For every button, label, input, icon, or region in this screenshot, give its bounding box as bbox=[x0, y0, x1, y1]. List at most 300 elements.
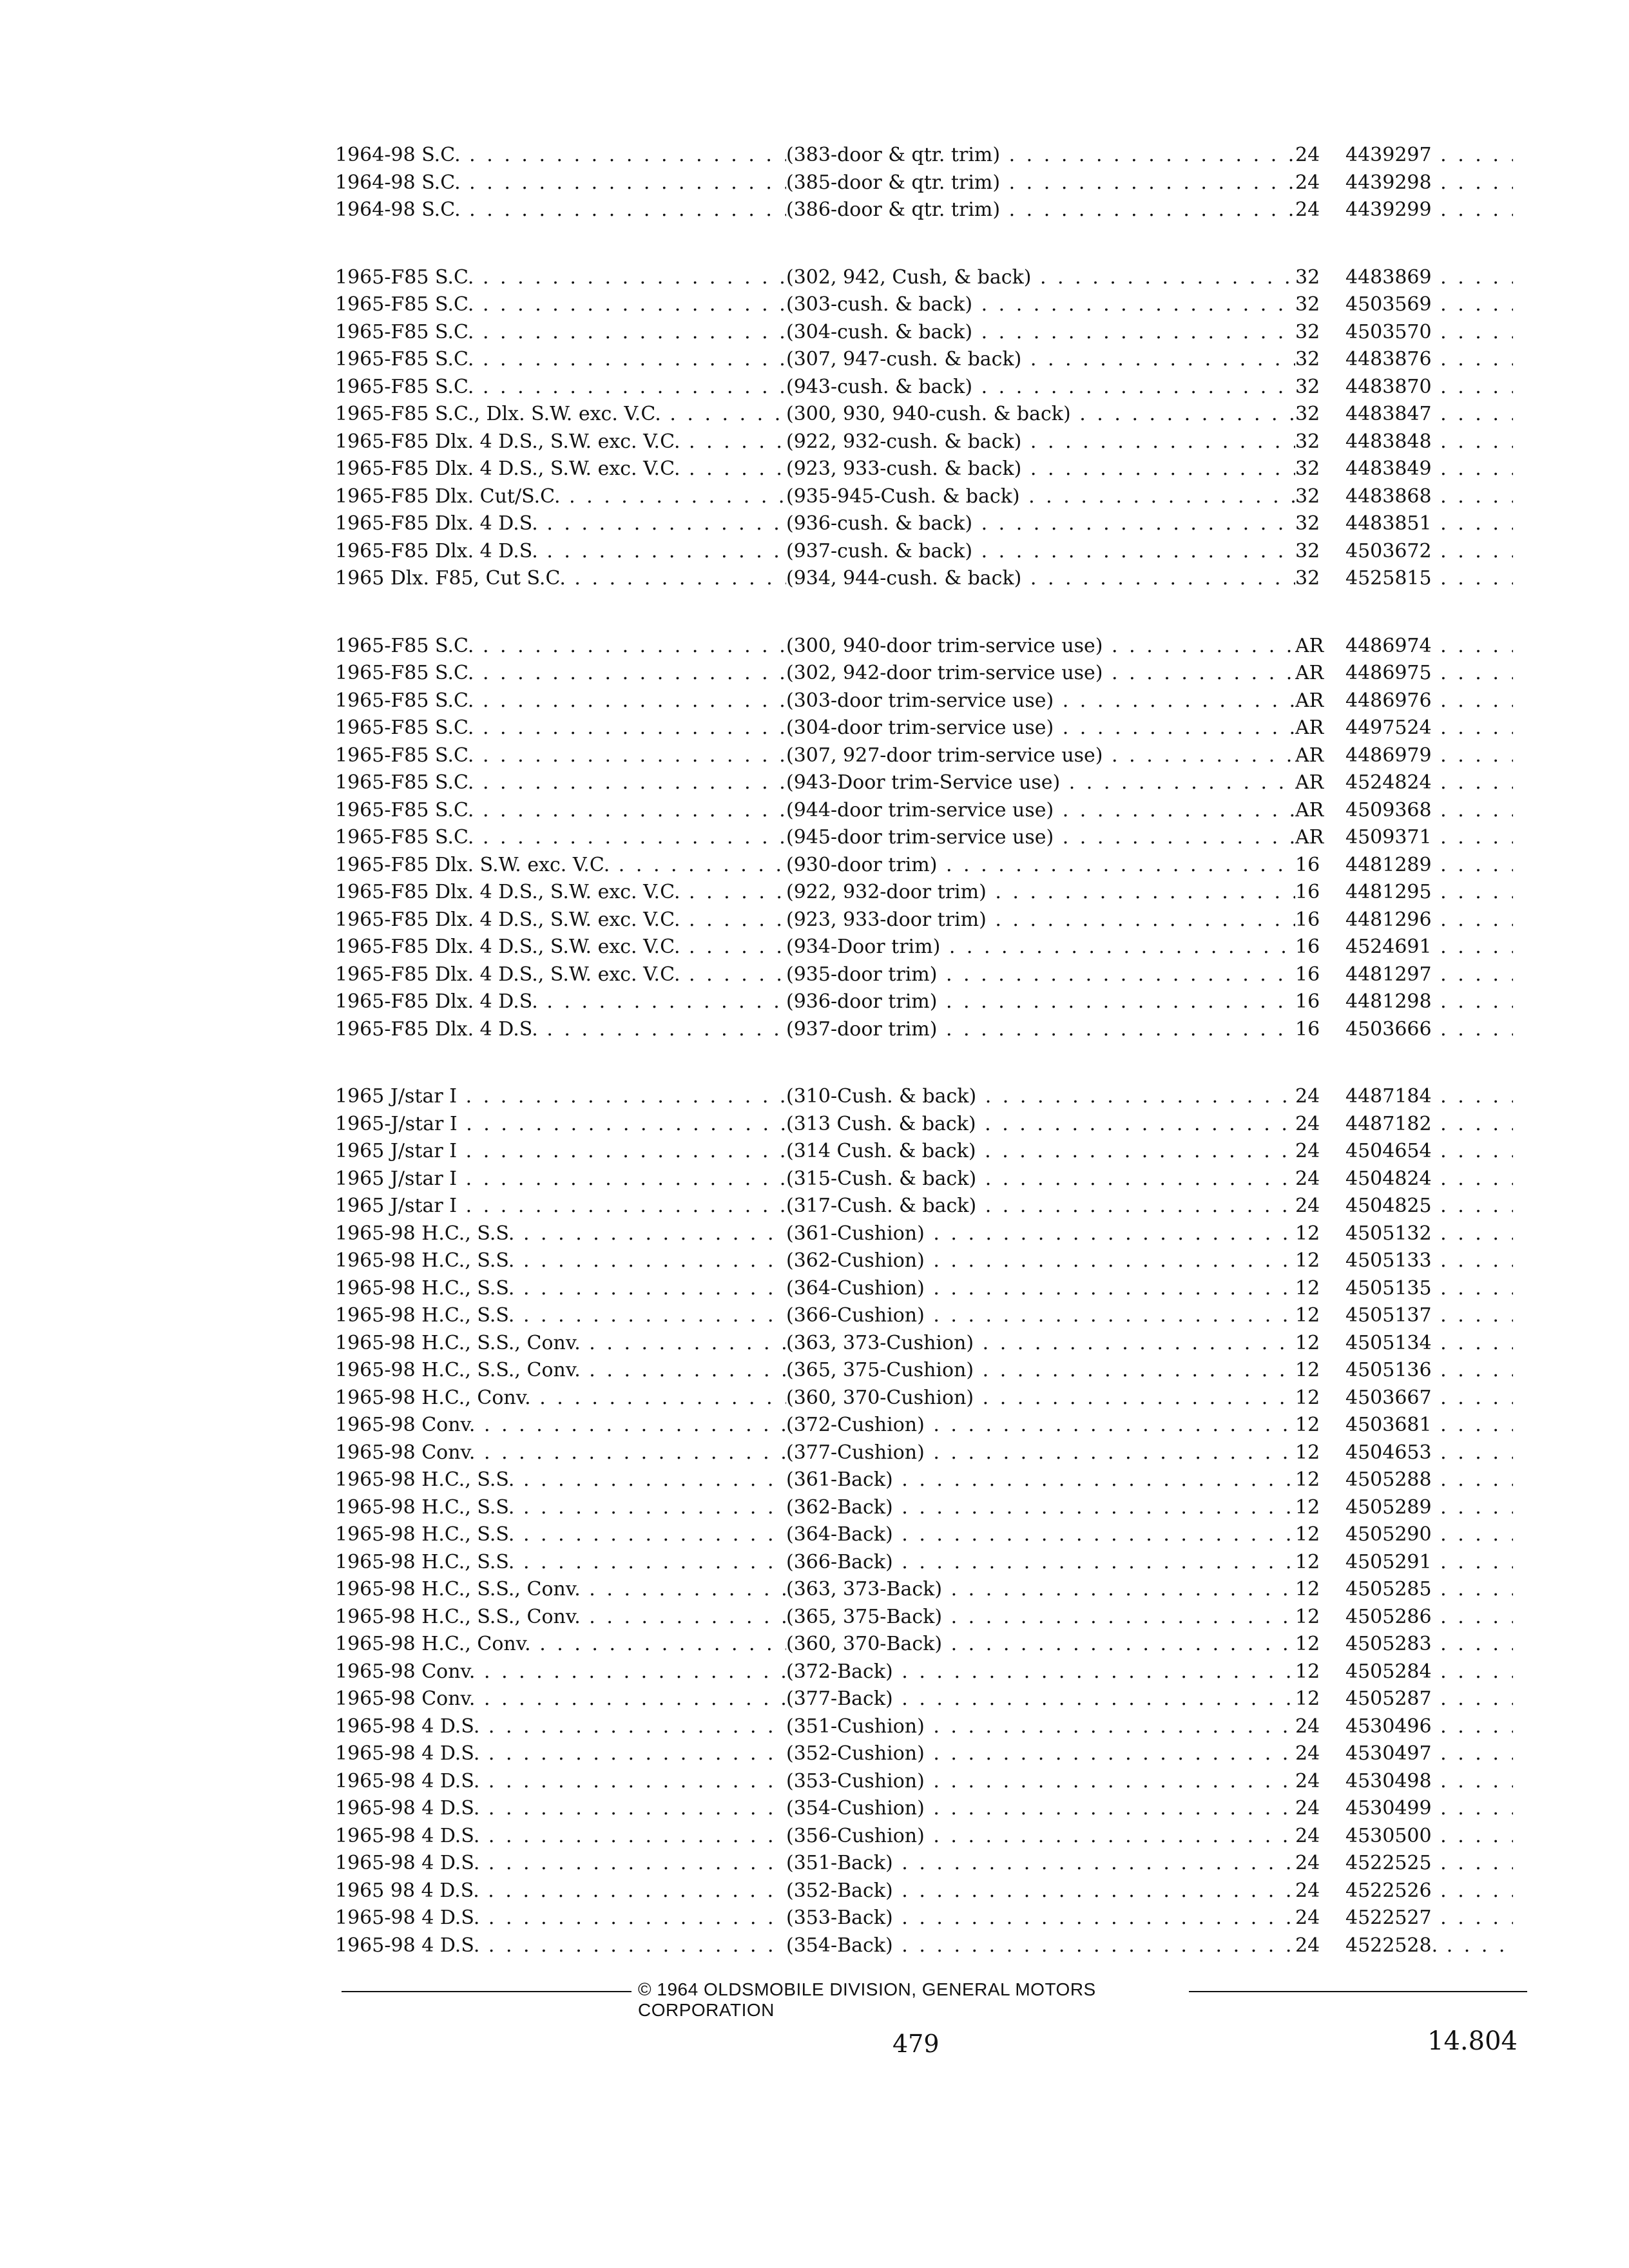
part-number-cell: 4522525 . . . bbox=[1345, 1850, 1513, 1878]
part-number-cell: 4483849 . . . bbox=[1345, 456, 1513, 483]
quantity-cell: 24 bbox=[1295, 1742, 1320, 1765]
quantity-cell: 32 bbox=[1295, 539, 1320, 562]
model-cell: 1965-F85 S.C. . . . bbox=[335, 660, 786, 687]
quantity-cell: 24 bbox=[1295, 1852, 1320, 1874]
quantity-cell: 32 bbox=[1295, 430, 1320, 453]
description-cell: (302, 942-door trim-service use) . . . bbox=[786, 660, 1295, 687]
quantity-cell: 12 bbox=[1295, 1687, 1320, 1710]
quantity-cell: 32 bbox=[1295, 375, 1320, 398]
description-cell: (945-door trim-service use) . . . bbox=[786, 824, 1295, 852]
model-cell: 1964-98 S.C. . . . bbox=[335, 197, 786, 224]
parts-row bbox=[335, 1850, 1521, 1878]
model-cell: 1965-98 H.C., S.S. . . . bbox=[335, 1302, 786, 1330]
quantity-cell: 24 bbox=[1295, 1715, 1320, 1738]
model-cell: 1965-98 H.C., S.S. . . . bbox=[335, 1494, 786, 1522]
part-number-cell: 4503681 . . . bbox=[1345, 1412, 1513, 1439]
model-cell: 1965-98 Conv. . . . bbox=[335, 1658, 786, 1686]
parts-row bbox=[335, 1466, 1521, 1494]
part-number-cell: 4530497 . . . bbox=[1345, 1740, 1513, 1768]
model-cell: 1965-98 H.C., S.S., Conv. . . . bbox=[335, 1604, 786, 1631]
parts-row bbox=[335, 715, 1521, 742]
part-number-cell: 4522527 . . . bbox=[1345, 1905, 1513, 1932]
quantity-cell: 24 bbox=[1295, 1140, 1320, 1162]
description-cell: (356-Cushion) . . . bbox=[786, 1823, 1295, 1850]
parts-row bbox=[335, 687, 1521, 715]
part-number-cell: 4504653 . . . bbox=[1345, 1439, 1513, 1467]
description-cell: (923, 933-cush. & back) . . . bbox=[786, 456, 1295, 483]
part-number-cell: 4505291 . . . bbox=[1345, 1549, 1513, 1577]
description-cell: (363, 373-Back) . . . bbox=[786, 1576, 1295, 1604]
description-cell: (366-Cushion) . . . bbox=[786, 1302, 1295, 1330]
model-cell: 1965-F85 S.C. . . . bbox=[335, 687, 786, 715]
description-cell: (935-door trim) . . . bbox=[786, 961, 1295, 989]
part-number-cell: 4505286 . . . bbox=[1345, 1604, 1513, 1631]
parts-row bbox=[335, 934, 1521, 961]
description-cell: (922, 932-cush. & back) . . . bbox=[786, 428, 1295, 456]
part-number-cell: 4505283 . . . bbox=[1345, 1631, 1513, 1658]
description-cell: (922, 932-door trim) . . . bbox=[786, 879, 1295, 907]
parts-row bbox=[335, 1521, 1521, 1549]
footer-rule-right bbox=[1189, 1991, 1527, 1992]
part-number-cell: 4483869 . . . bbox=[1345, 264, 1513, 292]
model-cell: 1965-F85 S.C. . . . bbox=[335, 797, 786, 825]
parts-row bbox=[335, 346, 1521, 374]
description-cell: (352-Back) . . . bbox=[786, 1878, 1295, 1905]
parts-row bbox=[335, 1275, 1521, 1303]
quantity-cell: AR bbox=[1295, 826, 1324, 849]
description-cell: (353-Back) . . . bbox=[786, 1905, 1295, 1932]
model-cell: 1965-J/star I . . . bbox=[335, 1111, 786, 1139]
description-cell: (360, 370-Back) . . . bbox=[786, 1631, 1295, 1658]
description-cell: (353-Cushion) . . . bbox=[786, 1768, 1295, 1796]
description-cell: (365, 375-Cushion) . . . bbox=[786, 1357, 1295, 1385]
model-cell: 1965 J/star I . . . bbox=[335, 1138, 786, 1166]
description-cell: (314 Cush. & back) . . . bbox=[786, 1138, 1295, 1166]
quantity-cell: AR bbox=[1295, 689, 1324, 712]
description-cell: (300, 940-door trim-service use) . . . bbox=[786, 633, 1295, 660]
quantity-cell: AR bbox=[1295, 716, 1324, 739]
parts-row bbox=[335, 1494, 1521, 1522]
parts-list bbox=[335, 142, 1521, 1999]
quantity-cell: 12 bbox=[1295, 1468, 1320, 1491]
parts-row bbox=[335, 319, 1521, 347]
parts-row bbox=[335, 769, 1521, 797]
parts-row bbox=[335, 797, 1521, 825]
parts-row bbox=[335, 510, 1521, 538]
parts-row bbox=[335, 1357, 1521, 1385]
parts-row bbox=[335, 1768, 1521, 1796]
model-cell: 1965-F85 S.C. . . . bbox=[335, 291, 786, 319]
model-cell: 1965-98 H.C., S.S., Conv. . . . bbox=[335, 1357, 786, 1385]
quantity-cell: 16 bbox=[1295, 853, 1320, 876]
part-number-cell: 4486975 . . . bbox=[1345, 660, 1513, 687]
parts-row bbox=[335, 483, 1521, 511]
quantity-cell: 12 bbox=[1295, 1359, 1320, 1381]
quantity-cell: 24 bbox=[1295, 1934, 1320, 1957]
quantity-cell: 24 bbox=[1295, 1112, 1320, 1135]
parts-row bbox=[335, 538, 1521, 566]
parts-row bbox=[335, 1878, 1521, 1905]
parts-row bbox=[335, 565, 1521, 593]
section-number: 14.804 bbox=[1427, 2026, 1518, 2056]
parts-row bbox=[335, 879, 1521, 907]
quantity-cell: 32 bbox=[1295, 567, 1320, 590]
quantity-cell: 12 bbox=[1295, 1331, 1320, 1354]
description-cell: (364-Back) . . . bbox=[786, 1521, 1295, 1549]
model-cell: 1965-98 4 D.S. . . . bbox=[335, 1713, 786, 1741]
model-cell: 1965-98 4 D.S. . . . bbox=[335, 1905, 786, 1932]
part-number-cell: 4483868 . . . bbox=[1345, 483, 1513, 511]
description-cell: (360, 370-Cushion) . . . bbox=[786, 1385, 1295, 1412]
part-number-cell: 4530500 . . . bbox=[1345, 1823, 1513, 1850]
part-number-cell: 4530498 . . . bbox=[1345, 1768, 1513, 1796]
part-number-cell: 4524824 . . . bbox=[1345, 769, 1513, 797]
parts-row bbox=[335, 1138, 1521, 1166]
quantity-cell: 12 bbox=[1295, 1633, 1320, 1655]
quantity-cell: AR bbox=[1295, 798, 1324, 822]
parts-row bbox=[335, 1016, 1521, 1044]
model-cell: 1965 J/star I . . . bbox=[335, 1193, 786, 1220]
quantity-cell: 32 bbox=[1295, 457, 1320, 480]
quantity-cell: 12 bbox=[1295, 1249, 1320, 1272]
parts-row bbox=[335, 907, 1521, 934]
description-cell: (307, 927-door trim-service use) . . . bbox=[786, 742, 1295, 770]
model-cell: 1965-98 H.C., S.S. . . . bbox=[335, 1275, 786, 1303]
description-cell: (372-Cushion) . . . bbox=[786, 1412, 1295, 1439]
quantity-cell: 32 bbox=[1295, 512, 1320, 535]
parts-row bbox=[335, 142, 1521, 169]
parts-group bbox=[335, 1083, 1521, 1959]
model-cell: 1965-F85 Dlx. 4 D.S. . . . bbox=[335, 1016, 786, 1044]
model-cell: 1965-F85 S.C. . . . bbox=[335, 374, 786, 401]
model-cell: 1965-F85 Dlx. 4 D.S. . . . bbox=[335, 538, 786, 566]
part-number-cell: 4481289 . . . bbox=[1345, 852, 1513, 879]
part-number-cell: 4509368 . . . bbox=[1345, 797, 1513, 825]
description-cell: (361-Back) . . . bbox=[786, 1466, 1295, 1494]
quantity-cell: 32 bbox=[1295, 265, 1320, 289]
model-cell: 1965-98 H.C., S.S. . . . bbox=[335, 1549, 786, 1577]
model-cell: 1965-98 4 D.S. . . . bbox=[335, 1932, 786, 1960]
parts-row bbox=[335, 456, 1521, 483]
quantity-cell: 24 bbox=[1295, 1797, 1320, 1820]
parts-row bbox=[335, 1932, 1521, 1960]
parts-row bbox=[335, 1385, 1521, 1412]
quantity-cell: AR bbox=[1295, 744, 1324, 767]
model-cell: 1965-98 Conv. . . . bbox=[335, 1686, 786, 1713]
description-cell: (377-Back) . . . bbox=[786, 1686, 1295, 1713]
part-number-cell: 4524691 . . . bbox=[1345, 934, 1513, 961]
quantity-cell: 12 bbox=[1295, 1222, 1320, 1245]
description-cell: (934, 944-cush. & back) . . . bbox=[786, 565, 1295, 593]
quantity-cell: 16 bbox=[1295, 936, 1320, 958]
model-cell: 1965-98 H.C., Conv. . . . bbox=[335, 1631, 786, 1658]
quantity-cell: 12 bbox=[1295, 1276, 1320, 1300]
parts-row bbox=[335, 1740, 1521, 1768]
part-number-cell: 4497524 . . . bbox=[1345, 715, 1513, 742]
quantity-cell: 24 bbox=[1295, 171, 1320, 194]
description-cell: (304-door trim-service use) . . . bbox=[786, 715, 1295, 742]
model-cell: 1965-98 Conv. . . . bbox=[335, 1412, 786, 1439]
part-number-cell: 4504654 . . . bbox=[1345, 1138, 1513, 1166]
description-cell: (317-Cush. & back) . . . bbox=[786, 1193, 1295, 1220]
model-cell: 1965-F85 S.C., Dlx. S.W. exc. V.C. . . . bbox=[335, 401, 786, 428]
model-cell: 1965-98 4 D.S. . . . bbox=[335, 1768, 786, 1796]
model-cell: 1965-F85 Dlx. 4 D.S., S.W. exc. V.C. . . . bbox=[335, 961, 786, 989]
part-number-cell: 4483848 . . . bbox=[1345, 428, 1513, 456]
copyright-line: © 1964 OLDSMOBILE DIVISION, GENERAL MOTORS CORPORATION bbox=[638, 1979, 1096, 2020]
description-cell: (310-Cush. & back) . . . bbox=[786, 1083, 1295, 1111]
part-number-cell: 4505289 . . . bbox=[1345, 1494, 1513, 1522]
parts-row bbox=[335, 169, 1521, 197]
description-cell: (934-Door trim) . . . bbox=[786, 934, 1295, 961]
description-cell: (365, 375-Back) . . . bbox=[786, 1604, 1295, 1631]
parts-row bbox=[335, 1795, 1521, 1823]
model-cell: 1965-98 Conv. . . . bbox=[335, 1439, 786, 1467]
part-number-cell: 4505137 . . . bbox=[1345, 1302, 1513, 1330]
parts-row bbox=[335, 1193, 1521, 1220]
quantity-cell: 12 bbox=[1295, 1441, 1320, 1464]
quantity-cell: 32 bbox=[1295, 348, 1320, 370]
footer-rule-left bbox=[342, 1991, 631, 1992]
parts-row bbox=[335, 1713, 1521, 1741]
parts-row bbox=[335, 1439, 1521, 1467]
model-cell: 1965-F85 Dlx. S.W. exc. V.C. . . . bbox=[335, 852, 786, 879]
model-cell: 1965-F85 Dlx. 4 D.S., S.W. exc. V.C. . . . bbox=[335, 934, 786, 961]
model-cell: 1965-98 H.C., S.S. . . . bbox=[335, 1466, 786, 1494]
parts-row bbox=[335, 660, 1521, 687]
parts-group bbox=[335, 264, 1521, 593]
part-number-cell: 4486974 . . . bbox=[1345, 633, 1513, 660]
part-number-cell: 4481297 . . . bbox=[1345, 961, 1513, 989]
quantity-cell: 12 bbox=[1295, 1386, 1320, 1409]
part-number-cell: 4505135 . . . bbox=[1345, 1275, 1513, 1303]
parts-row bbox=[335, 1302, 1521, 1330]
part-number-cell: 4522526 . . . bbox=[1345, 1878, 1513, 1905]
quantity-cell: 12 bbox=[1295, 1523, 1320, 1546]
quantity-cell: AR bbox=[1295, 634, 1324, 657]
part-number-cell: 4483876 . . . bbox=[1345, 346, 1513, 374]
part-number-cell: 4525815 . . . bbox=[1345, 565, 1513, 593]
part-number-cell: 4503570 . . . bbox=[1345, 319, 1513, 347]
parts-row bbox=[335, 401, 1521, 428]
part-number-cell: 4503666 . . . bbox=[1345, 1016, 1513, 1044]
description-cell: (386-door & qtr. trim) . . . bbox=[786, 197, 1295, 224]
quantity-cell: 24 bbox=[1295, 1167, 1320, 1190]
description-cell: (943-cush. & back) . . . bbox=[786, 374, 1295, 401]
parts-row bbox=[335, 374, 1521, 401]
quantity-cell: 12 bbox=[1295, 1605, 1320, 1628]
parts-row bbox=[335, 1412, 1521, 1439]
description-cell: (944-door trim-service use) . . . bbox=[786, 797, 1295, 825]
part-number-cell: 4503569 . . . bbox=[1345, 291, 1513, 319]
quantity-cell: 24 bbox=[1295, 1879, 1320, 1902]
part-number-cell: 4483847 . . . bbox=[1345, 401, 1513, 428]
parts-row bbox=[335, 988, 1521, 1016]
part-number-cell: 4503672 . . . bbox=[1345, 538, 1513, 566]
description-cell: (385-door & qtr. trim) . . . bbox=[786, 169, 1295, 197]
description-cell: (362-Back) . . . bbox=[786, 1494, 1295, 1522]
model-cell: 1965-F85 Dlx. 4 D.S., S.W. exc. V.C. . . . bbox=[335, 879, 786, 907]
description-cell: (377-Cushion) . . . bbox=[786, 1439, 1295, 1467]
parts-row bbox=[335, 291, 1521, 319]
model-cell: 1965-F85 Dlx. 4 D.S., S.W. exc. V.C. . . . bbox=[335, 456, 786, 483]
quantity-cell: 12 bbox=[1295, 1578, 1320, 1600]
parts-row bbox=[335, 1905, 1521, 1932]
part-number-cell: 4486976 . . . bbox=[1345, 687, 1513, 715]
parts-row bbox=[335, 824, 1521, 852]
footer bbox=[342, 1972, 1527, 2020]
quantity-cell: 24 bbox=[1295, 1769, 1320, 1792]
part-number-cell: 4505290 . . . bbox=[1345, 1521, 1513, 1549]
model-cell: 1965-98 H.C., S.S., Conv. . . . bbox=[335, 1576, 786, 1604]
quantity-cell: 16 bbox=[1295, 881, 1320, 903]
part-number-cell: 4505285 . . . bbox=[1345, 1576, 1513, 1604]
model-cell: 1965-98 4 D.S. . . . bbox=[335, 1740, 786, 1768]
part-number-cell: 4530496 . . . bbox=[1345, 1713, 1513, 1741]
model-cell: 1965-F85 Dlx. 4 D.S. . . . bbox=[335, 510, 786, 538]
model-cell: 1965-98 H.C., S.S. . . . bbox=[335, 1247, 786, 1275]
description-cell: (354-Back) . . . bbox=[786, 1932, 1295, 1960]
model-cell: 1965-F85 Dlx. 4 D.S., S.W. exc. V.C. . . . bbox=[335, 907, 786, 934]
quantity-cell: 12 bbox=[1295, 1660, 1320, 1683]
quantity-cell: 12 bbox=[1295, 1304, 1320, 1327]
description-cell: (930-door trim) . . . bbox=[786, 852, 1295, 879]
description-cell: (354-Cushion) . . . bbox=[786, 1795, 1295, 1823]
model-cell: 1965-98 H.C., S.S. . . . bbox=[335, 1521, 786, 1549]
page-number: 479 bbox=[892, 2030, 940, 2058]
parts-row bbox=[335, 1604, 1521, 1631]
parts-row bbox=[335, 1247, 1521, 1275]
description-cell: (313 Cush. & back) . . . bbox=[786, 1111, 1295, 1139]
parts-row bbox=[335, 633, 1521, 660]
quantity-cell: 32 bbox=[1295, 403, 1320, 425]
model-cell: 1965-F85 Dlx. 4 D.S. . . . bbox=[335, 988, 786, 1016]
parts-row bbox=[335, 1330, 1521, 1358]
part-number-cell: 4481295 . . . bbox=[1345, 879, 1513, 907]
quantity-cell: 16 bbox=[1295, 963, 1320, 986]
parts-row bbox=[335, 1658, 1521, 1686]
quantity-cell: 12 bbox=[1295, 1414, 1320, 1436]
parts-row bbox=[335, 197, 1521, 224]
part-number-cell: 4486979 . . . bbox=[1345, 742, 1513, 770]
model-cell: 1965-F85 S.C. . . . bbox=[335, 264, 786, 292]
model-cell: 1965 98 4 D.S. . . . bbox=[335, 1878, 786, 1905]
parts-row bbox=[335, 852, 1521, 879]
part-number-cell: 4509371 . . . bbox=[1345, 824, 1513, 852]
part-number-cell: 4505288 . . . bbox=[1345, 1466, 1513, 1494]
quantity-cell: 24 bbox=[1295, 1195, 1320, 1217]
part-number-cell: 4505287 . . . bbox=[1345, 1686, 1513, 1713]
parts-row bbox=[335, 1220, 1521, 1248]
quantity-cell: AR bbox=[1295, 662, 1324, 684]
part-number-cell: 4487182 . . . bbox=[1345, 1111, 1513, 1139]
model-cell: 1965-98 H.C., S.S. . . . bbox=[335, 1220, 786, 1248]
description-cell: (362-Cushion) . . . bbox=[786, 1247, 1295, 1275]
quantity-cell: 24 bbox=[1295, 144, 1320, 166]
quantity-cell: 24 bbox=[1295, 1824, 1320, 1847]
model-cell: 1965 J/star I . . . bbox=[335, 1166, 786, 1193]
parts-row bbox=[335, 1631, 1521, 1658]
part-number-cell: 4439298 . . . bbox=[1345, 169, 1513, 197]
parts-row bbox=[335, 1549, 1521, 1577]
part-number-cell: 4505284 . . . bbox=[1345, 1658, 1513, 1686]
model-cell: 1965-98 4 D.S. . . . bbox=[335, 1795, 786, 1823]
model-cell: 1965-98 4 D.S. . . . bbox=[335, 1850, 786, 1878]
description-cell: (351-Cushion) . . . bbox=[786, 1713, 1295, 1741]
description-cell: (943-Door trim-Service use) . . . bbox=[786, 769, 1295, 797]
quantity-cell: 16 bbox=[1295, 908, 1320, 931]
part-number-cell: 4504825 . . . bbox=[1345, 1193, 1513, 1220]
part-number-cell: 4504824 . . . bbox=[1345, 1166, 1513, 1193]
part-number-cell: 4481298 . . . bbox=[1345, 988, 1513, 1016]
description-cell: (315-Cush. & back) . . . bbox=[786, 1166, 1295, 1193]
model-cell: 1965-F85 S.C. . . . bbox=[335, 319, 786, 347]
parts-row bbox=[335, 742, 1521, 770]
part-number-cell: 4439297 . . . bbox=[1345, 142, 1513, 169]
part-number-cell: 4487184 . . . bbox=[1345, 1083, 1513, 1111]
parts-row bbox=[335, 1083, 1521, 1111]
description-cell: (937-cush. & back) . . . bbox=[786, 538, 1295, 566]
model-cell: 1965-F85 S.C. . . . bbox=[335, 633, 786, 660]
part-number-cell: 4481296 . . . bbox=[1345, 907, 1513, 934]
description-cell: (363, 373-Cushion) . . . bbox=[786, 1330, 1295, 1358]
parts-group bbox=[335, 142, 1521, 224]
model-cell: 1965 J/star I . . . bbox=[335, 1083, 786, 1111]
model-cell: 1965-98 4 D.S. . . . bbox=[335, 1823, 786, 1850]
parts-row bbox=[335, 428, 1521, 456]
description-cell: (364-Cushion) . . . bbox=[786, 1275, 1295, 1303]
quantity-cell: 16 bbox=[1295, 1017, 1320, 1041]
part-number-cell: 4505134 . . . bbox=[1345, 1330, 1513, 1358]
part-number-cell: 4483870 . . . bbox=[1345, 374, 1513, 401]
description-cell: (923, 933-door trim) . . . bbox=[786, 907, 1295, 934]
quantity-cell: 16 bbox=[1295, 990, 1320, 1013]
model-cell: 1965-F85 Dlx. 4 D.S., S.W. exc. V.C. . . . bbox=[335, 428, 786, 456]
description-cell: (383-door & qtr. trim) . . . bbox=[786, 142, 1295, 169]
parts-row bbox=[335, 264, 1521, 292]
description-cell: (372-Back) . . . bbox=[786, 1658, 1295, 1686]
description-cell: (935-945-Cush. & back) . . . bbox=[786, 483, 1295, 511]
description-cell: (300, 930, 940-cush. & back) . . . bbox=[786, 401, 1295, 428]
part-number-cell: 4503667 . . . bbox=[1345, 1385, 1513, 1412]
quantity-cell: 32 bbox=[1295, 293, 1320, 316]
description-cell: (352-Cushion) . . . bbox=[786, 1740, 1295, 1768]
description-cell: (307, 947-cush. & back) . . . bbox=[786, 346, 1295, 374]
model-cell: 1965-F85 S.C. . . . bbox=[335, 742, 786, 770]
part-number-cell: 4505132 . . . bbox=[1345, 1220, 1513, 1248]
description-cell: (936-cush. & back) . . . bbox=[786, 510, 1295, 538]
description-cell: (302, 942, Cush, & back) . . . bbox=[786, 264, 1295, 292]
description-cell: (351-Back) . . . bbox=[786, 1850, 1295, 1878]
description-cell: (303-cush. & back) . . . bbox=[786, 291, 1295, 319]
model-cell: 1964-98 S.C. . . . bbox=[335, 142, 786, 169]
parts-row bbox=[335, 1111, 1521, 1139]
part-number-cell: 4505133 . . . bbox=[1345, 1247, 1513, 1275]
quantity-cell: 12 bbox=[1295, 1495, 1320, 1519]
model-cell: 1964-98 S.C. . . . bbox=[335, 169, 786, 197]
part-number-cell: 4439299 . . . bbox=[1345, 197, 1513, 224]
parts-row bbox=[335, 1166, 1521, 1193]
parts-row bbox=[335, 961, 1521, 989]
description-cell: (366-Back) . . . bbox=[786, 1549, 1295, 1577]
description-cell: (936-door trim) . . . bbox=[786, 988, 1295, 1016]
quantity-cell: 24 bbox=[1295, 198, 1320, 221]
description-cell: (304-cush. & back) . . . bbox=[786, 319, 1295, 347]
model-cell: 1965-98 H.C., S.S., Conv. . . . bbox=[335, 1330, 786, 1358]
quantity-cell: 12 bbox=[1295, 1550, 1320, 1573]
model-cell: 1965-F85 Dlx. Cut/S.C. . . . bbox=[335, 483, 786, 511]
model-cell: 1965-98 H.C., Conv. . . . bbox=[335, 1385, 786, 1412]
